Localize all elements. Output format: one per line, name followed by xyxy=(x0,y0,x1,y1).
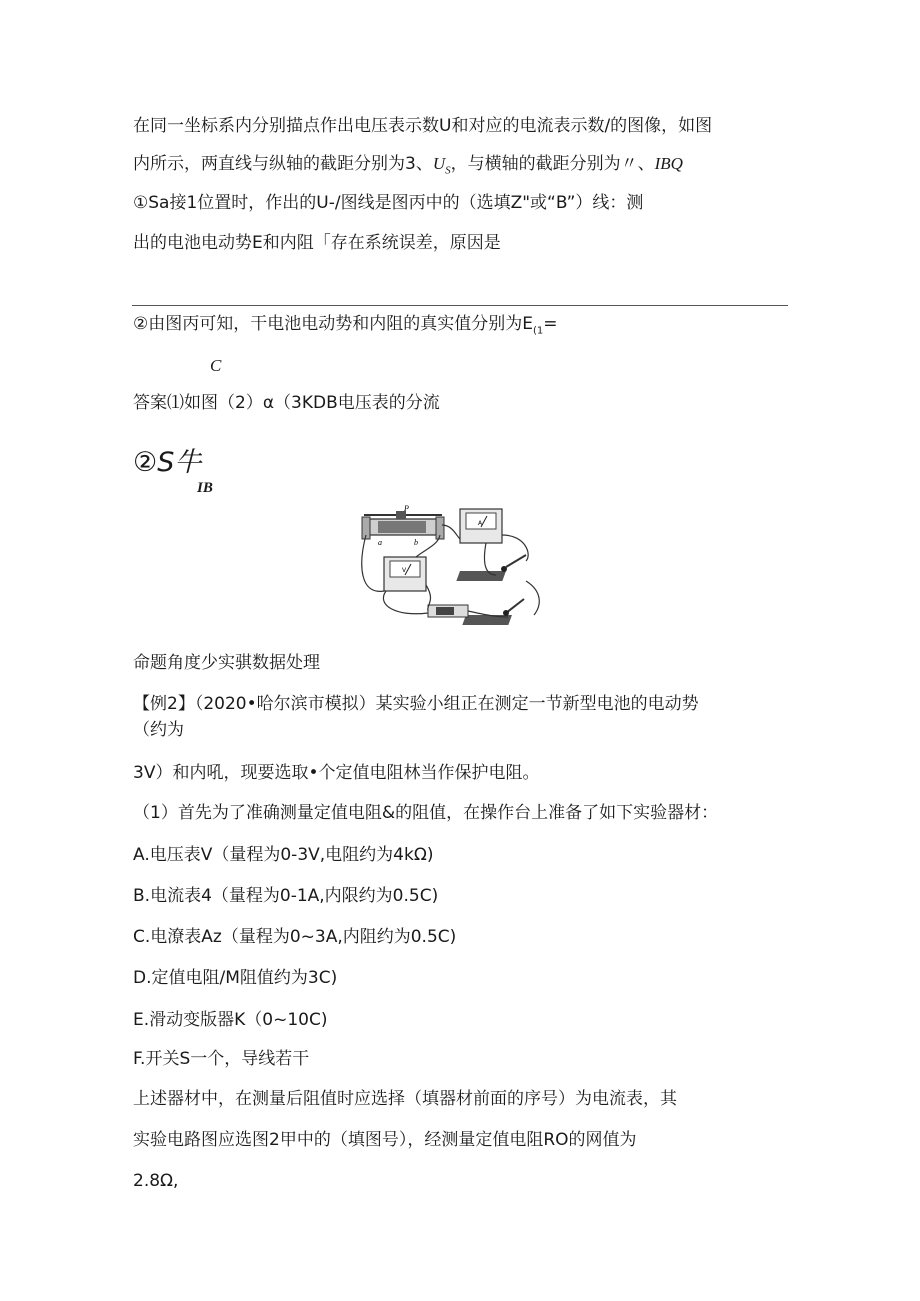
text-line-22: 2.8Ω, xyxy=(133,1171,179,1191)
text-line-2 xyxy=(133,153,683,181)
text-line-10: 【例2】（2020•哈尔滨市模拟）某实验小组正在测定一节新型电池的电动势 xyxy=(133,694,699,714)
text-line-5-head: ②由图丙可知，干电池电动势和内阻的真实值分别为E xyxy=(133,314,533,334)
var-ibq: IBQ xyxy=(654,154,683,173)
text-line-9: 命题角度少实骐数据处理 xyxy=(133,653,320,673)
var-u: U xyxy=(432,154,446,173)
option-e: E.滑动变版器K（0~10C) xyxy=(133,1010,328,1030)
option-b: B.电流表4（量程为0-1A,内限约为0.5C) xyxy=(133,886,439,906)
answer-line: 答案⑴如图（2）α（3KDB电压表的分流 xyxy=(133,393,440,413)
text-line-20: 上述器材中，在测量后阻值时应选择（填器材前面的序号）为电流表，其 xyxy=(133,1089,677,1109)
label-p: P xyxy=(404,505,409,513)
voltmeter-label: V xyxy=(402,567,407,574)
rheostat xyxy=(362,505,444,547)
text-line-2-mid: ，与横轴的截距分别为〃、 xyxy=(450,154,655,174)
ammeter xyxy=(460,509,502,543)
answer-formula-sub: IB xyxy=(197,480,213,496)
text-line-6: C xyxy=(210,356,222,375)
battery xyxy=(428,605,468,617)
text-line-5-tail: = xyxy=(543,314,558,334)
text-line-5-sub: (1 xyxy=(532,325,544,337)
text-line-13: （1）首先为了准确测量定值电阻&的阻值，在操作台上准备了如下实验器材： xyxy=(133,803,719,823)
ammeter-label: A xyxy=(478,520,483,527)
text-line-2-head: 内所示，两直线与纵轴的截距分别为3、 xyxy=(133,154,433,174)
switch-upper xyxy=(456,555,526,581)
option-d: D.定值电阻/M阻值约为3C) xyxy=(133,968,338,988)
answer-formula: ②S牛 xyxy=(133,447,202,478)
circuit-figure xyxy=(356,505,546,635)
option-c: C.电潦表Az（量程为0~3A,内阻约为0.5C) xyxy=(133,927,457,947)
text-line-21: 实验电路图应选图2甲中的（填图号），经测量定值电阻RO的网值为 xyxy=(133,1130,637,1150)
label-b: b xyxy=(414,538,418,547)
voltmeter xyxy=(384,557,426,591)
text-line-11: （约为 xyxy=(133,720,184,740)
text-line-4: 出的电池电动势E和内阻「存在系统误差，原因是 xyxy=(133,233,501,253)
text-line-3: ①Sa接1位置时，作出的U-/图线是图丙中的（选填Z"或“B”）线：测 xyxy=(133,193,644,213)
answer-blank-rule xyxy=(132,305,788,306)
text-line-12: 3V）和内吼，现要选取•个定值电阻林当作保护电阻。 xyxy=(133,763,540,783)
text-line-5 xyxy=(133,313,558,342)
text-line-1: 在同一坐标系内分别描点作出电压表示数U和对应的电流表示数/的图像，如图 xyxy=(133,116,713,136)
option-a: A.电压表V（量程为0-3V,电阻约为4kΩ) xyxy=(133,845,434,865)
var-u-sub: S xyxy=(445,164,451,177)
label-a: a xyxy=(378,538,382,547)
option-f: F.开关S一个，导线若干 xyxy=(133,1049,310,1069)
